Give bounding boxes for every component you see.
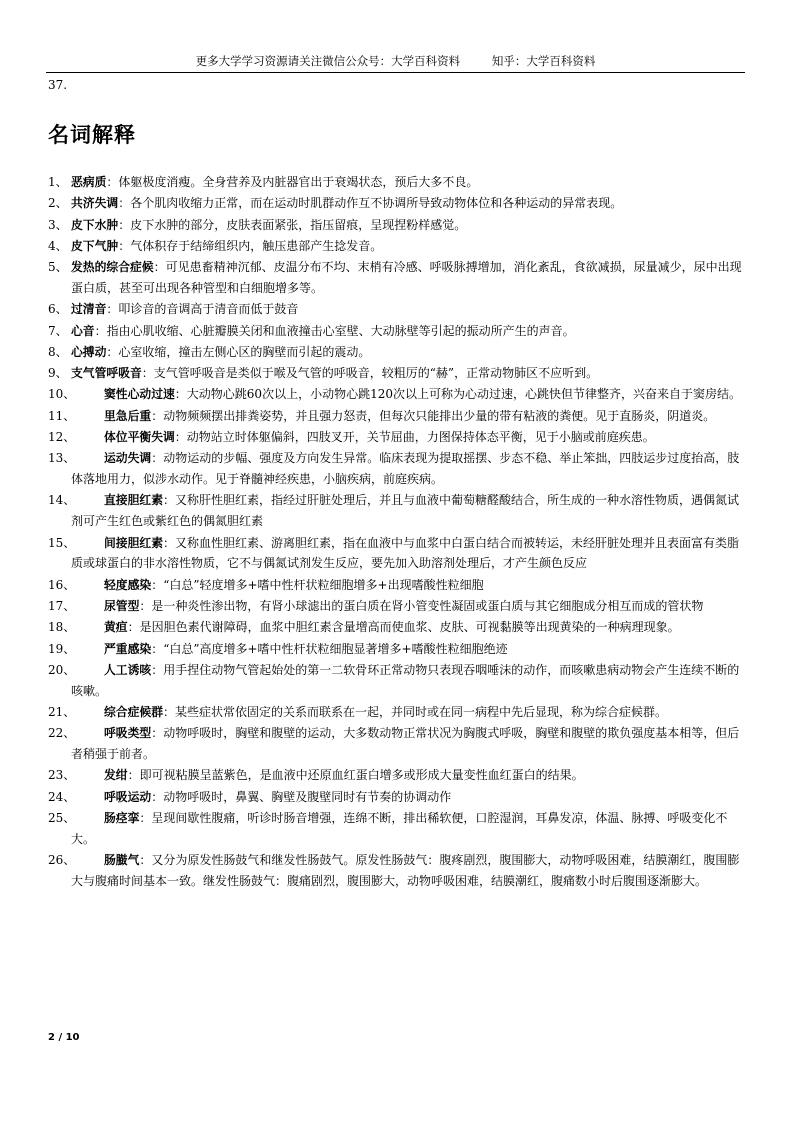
entry-definition: ：是因胆色素代谢障碍，血浆中胆红素含量增高而使血浆、皮肤、可视黏膜等出现黄染的一种病理现象。 [127,620,680,635]
entry-number: 26、 [48,853,76,867]
glossary-entry [48,448,745,490]
glossary-entry [48,660,745,702]
entry-number: 20、 [48,662,76,677]
entry-definition: ：是一种炎性渗出物，有肾小球滤出的蛋白质在肾小管变性凝固或蛋白质与其它细胞成分相互而成的管状物 [139,598,704,613]
entry-number: 18、 [48,620,76,635]
entry-number: 22、 [48,726,76,741]
section-title: 名词解释 [48,123,136,147]
glossary-entry [48,342,745,363]
entry-term: 黄疸 [104,620,128,635]
entry-term: 严重感染 [104,641,152,656]
entry-number: 17、 [48,598,76,613]
entry-definition: ：即可视粘膜呈蓝紫色，是血液中还原血红蛋白增多或形成大量变性血红蛋白的结果。 [127,768,584,783]
entry-definition: ：动物呼吸时，鼻翼、胸壁及腹壁同时有节奏的协调动作 [151,789,452,804]
entry-term: 皮下水肿 [71,217,119,232]
entry-definition: ：又分为原发性肠鼓气和继发性肠鼓气。原发性肠鼓气：腹疼剧烈，腹围膨大，动物呼吸困难，结膜潮红，腹围膨大与腹痛时间基本一致。继发性肠鼓气：腹痛剧烈，腹围膨大，动物呼吸困难，结膜潮红，腹痛数小时后腹围逐渐膨大。 [71,853,740,888]
entry-definition: ：大动物心跳60次以上，小动物心跳120次以上可称为心动过速，心跳快但节律整齐，兴奋来自于窦房结。 [174,387,741,402]
entry-definition: ：又称血性胆红素、游离胆红素，指在血液中与血浆中白蛋白结合而被转运，未经肝脏处理并且表面富有类脂质或球蛋白的非水溶性物质，它不与偶氮试剂发生反应，要先加入助溶剂处理后，才产生颜色反应 [71,535,740,571]
entry-term: 轻度感染 [104,577,152,592]
entry-number: 1、 [48,175,68,189]
header-wechat-text: 更多大学学习资源请关注微信公众号：大学百科资料 [195,54,461,68]
entry-term: 呼吸类型 [104,726,152,741]
page-header [46,52,745,73]
entry-term: 恶病质 [71,175,107,189]
entry-term: 窦性心动过速 [104,387,175,402]
glossary-entry [48,617,745,638]
entry-number: 6、 [48,302,68,317]
entry-term: 尿管型 [104,598,140,613]
entry-definition: ：某些症状常依固定的关系而联系在一起，并同时或在同一病程中先后显现，称为综合症候群。 [163,704,668,719]
entry-number: 12、 [48,430,76,445]
entry-definition: ：又称肝性胆红素，指经过肝脏处理后，并且与血液中葡萄糖醛酸结合，所生成的一种水溶性物质，遇偶氮试剂可产生红色或紫红色的偶氮胆红素 [71,493,740,529]
glossary-entry [48,723,745,765]
entry-definition: ：动物呼吸时，胸壁和腹壁的运动，大多数动物正常状况为胸腹式呼吸，胸壁和腹壁的欺负强度基本相等，但后者稍强于前者。 [71,726,740,762]
entry-term: 肠痉挛 [104,810,140,825]
entry-term: 发热的综合症候 [71,260,154,275]
entry-number: 15、 [48,535,76,550]
entry-definition: ：叩诊音的音调高于清音而低于鼓音 [106,302,299,317]
entry-number: 25、 [48,810,76,825]
entry-definition: ：动物频频摆出排粪姿势，并且强力怒责，但每次只能排出少量的带有粘液的粪便。见于直肠炎，阴道炎。 [151,408,716,423]
glossary-entry [48,490,745,532]
glossary-entry [48,596,745,617]
glossary-entry [48,575,745,596]
entry-number: 24、 [48,789,76,804]
entry-number: 3、 [48,217,68,232]
entry-number: 8、 [48,344,68,359]
glossary-entry [48,384,745,405]
entry-term: 肠臌气 [104,853,140,867]
glossary-entry [48,193,745,214]
entry-number: 23、 [48,768,76,783]
entry-number: 10、 [48,387,76,402]
entry-term: 心音 [71,323,95,338]
glossary-entry [48,299,745,320]
entry-number: 19、 [48,641,76,656]
glossary-entry [48,172,745,193]
entry-number: 5、 [48,260,68,275]
glossary-entry [48,850,745,892]
entry-definition: ：指由心肌收缩、心脏瓣膜关闭和血液撞击心室壁、大动脉壁等引起的振动所产生的声音。 [94,323,575,338]
entry-term: 呼吸运动 [104,789,152,804]
entry-term: 共济失调 [71,196,119,211]
page-number: 2 / 10 [48,1032,80,1043]
glossary-entry [48,808,745,850]
entry-definition: ：可见患畜精神沉郁、皮温分布不均、末梢有冷感、呼吸脉搏增加，消化紊乱，食欲减损，尿量减少，尿中出现蛋白质，甚至可出现各种管型和白细胞增多等。 [71,260,742,295]
entry-number: 11、 [48,408,76,423]
glossary-entry [48,257,745,299]
glossary-entry [48,215,745,236]
entry-term: 运动失调 [104,451,152,466]
entry-definition: ：“白总”轻度增多+嗜中性杆状粒细胞增多+出现嗜酸性粒细胞 [151,577,484,592]
entry-term: 发绀 [104,768,128,783]
glossary-entry [48,765,745,786]
entry-definition: ：“白总”高度增多+嗜中性杆状粒细胞显著增多+嗜酸性粒细胞绝迹 [151,641,508,656]
entry-term: 里急后重 [104,408,152,423]
entry-definition: ：各个肌肉收缩力正常，而在运动时肌群动作互不协调所导致动物体位和各种运动的异常表现。 [118,196,623,211]
entry-number: 9、 [48,366,68,381]
entry-term: 直接胆红素 [104,493,163,508]
entry-number: 7、 [48,323,68,338]
glossary-list [48,172,745,892]
glossary-entry [48,363,745,384]
entry-number: 2、 [48,196,68,211]
entry-number: 14、 [48,493,76,508]
entry-definition: ：动物站立时体躯偏斜，四肢叉开，关节屈曲，力图保持体态平衡，见于小脑或前庭疾患。 [174,430,655,445]
entry-term: 皮下气肿 [71,238,119,253]
entry-term: 支气管呼吸音 [71,366,142,381]
glossary-entry [48,533,745,575]
entry-term: 过清音 [71,302,107,317]
glossary-entry [48,639,745,660]
entry-term: 体位平衡失调 [104,430,175,445]
entry-term: 间接胆红素 [104,535,163,550]
glossary-entry [48,702,745,723]
glossary-entry [48,406,745,427]
entry-definition: ：支气管呼吸音是类似于喉及气管的呼吸音，较粗厉的“赫”，正常动物肺区不应听到。 [141,366,599,381]
entry-definition: ：体躯极度消瘦。全身营养及内脏器官出于衰竭状态，预后大多不良。 [106,175,479,189]
entry-definition: ：气体积存于结缔组织内，触压患部产生捻发音。 [118,238,383,253]
leftover-item-number: 37. [48,78,68,92]
entry-definition: ：心室收缩，撞击左侧心区的胸壁而引起的震动。 [106,344,371,359]
glossary-entry [48,236,745,257]
entry-definition: ：用手捏住动物气管起始处的第一二软骨环正常动物只表现吞咽唾沫的动作，而咳嗽患病动物会产生连续不断的咳嗽。 [71,662,740,698]
glossary-entry [48,787,745,808]
entry-number: 21、 [48,704,76,719]
entry-term: 心搏动 [71,344,107,359]
header-zhihu-text: 知乎：大学百科资料 [491,54,596,68]
glossary-entry [48,321,745,342]
glossary-entry [48,427,745,448]
entry-definition: ：皮下水肿的部分，皮肤表面紧张，指压留痕，呈现捏粉样感觉。 [118,217,467,232]
entry-term: 综合症候群 [104,704,163,719]
entry-number: 4、 [48,238,68,253]
entry-definition: ：呈现间歇性腹痛，听诊时肠音增强，连绵不断，排出稀软便，口腔湿润，耳鼻发凉，体温、脉搏、呼吸变化不大。 [71,810,728,846]
entry-definition: ：动物运动的步幅、强度及方向发生异常。临床表现为提取摇摆、步态不稳、举止笨拙，四肢运步过度抬高，肢体落地用力，似涉水动作。见于脊髓神经疾患，小脑疾病，前庭疾病。 [71,451,740,487]
entry-number: 16、 [48,577,76,592]
entry-number: 13、 [48,451,76,466]
entry-term: 人工诱咳 [104,662,152,677]
